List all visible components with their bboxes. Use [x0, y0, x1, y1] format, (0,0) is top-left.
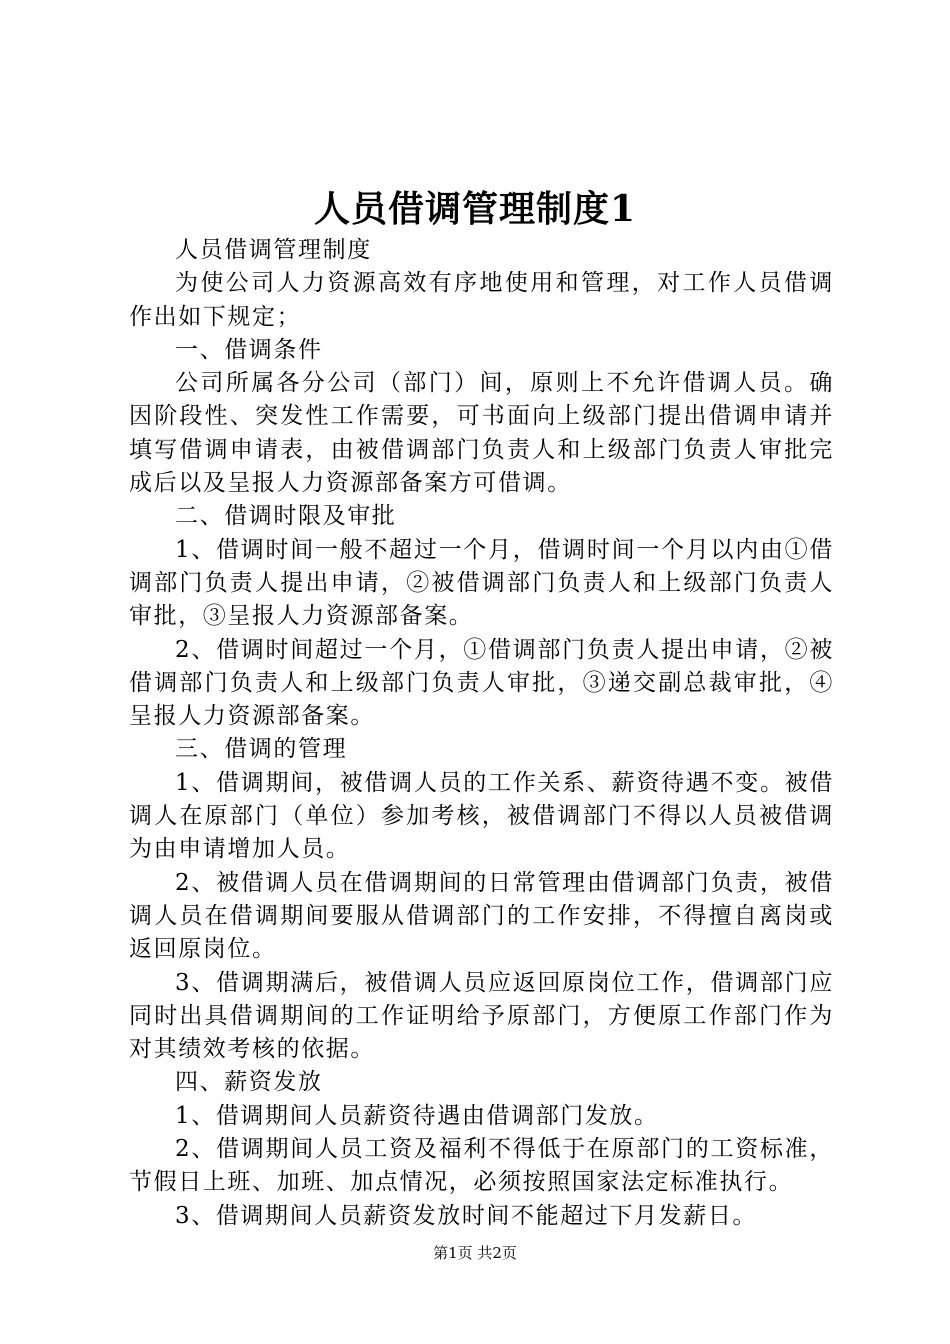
paragraph-management-2: 2、被借调人员在借调期间的日常管理由借调部门负责，被借调人员在借调期间要服从借调部门的工作安排，不得擅自离岗或返回原岗位。: [129, 869, 834, 963]
paragraph-management-1: 1、借调期间，被借调人员的工作关系、薪资待遇不变。被借调人在原部门（单位）参加考核，被借调部门不得以人员被借调为由申请增加人员。: [129, 769, 834, 863]
document-title: 人员借调管理制度1: [313, 188, 637, 230]
paragraph-salary-2: 2、借调期间人员工资及福利不得低于在原部门的工资标准，节假日上班、加班、加点情况，必须按照国家法定标准执行。: [129, 1136, 834, 1196]
paragraph-doc-name: 人员借调管理制度: [175, 237, 372, 263]
paragraph-salary-1: 1、借调期间人员薪资待遇由借调部门发放。: [175, 1102, 659, 1129]
paragraph-intro: 为使公司人力资源高效有序地使用和管理，对工作人员借调作出如下规定；: [129, 270, 834, 330]
page-footer: 第1页 共2页: [433, 1244, 517, 1262]
section-heading-conditions: 一、借调条件: [175, 336, 323, 363]
document-body: [129, 234, 834, 1233]
paragraph-management-3: 3、借调期满后，被借调人员应返回原岗位工作，借调部门应同时出具借调期间的工作证明给予原部门，方便原工作部门作为对其绩效考核的依据。: [129, 969, 834, 1063]
section-heading-salary: 四、薪资发放: [175, 1069, 323, 1096]
section-heading-duration-approval: 二、借调时限及审批: [175, 503, 397, 530]
paragraph-duration-1: 1、借调时间一般不超过一个月，借调时间一个月以内由①借调部门负责人提出申请，②被借调部门负责人和上级部门负责人审批，③呈报人力资源部备案。: [129, 536, 834, 630]
paragraph-conditions: 公司所属各分公司（部门）间，原则上不允许借调人员。确因阶段性、突发性工作需要，可书面向上级部门提出借调申请并填写借调申请表，由被借调部门负责人和上级部门负责人审批完成后以及呈报人力资源部备案方可借调。: [129, 370, 834, 497]
paragraph-salary-3: 3、借调期间人员薪资发放时间不能超过下月发薪日。: [175, 1202, 758, 1229]
section-heading-management: 三、借调的管理: [175, 736, 348, 763]
paragraph-duration-2: 2、借调时间超过一个月，①借调部门负责人提出申请，②被借调部门负责人和上级部门负责人审批，③递交副总裁审批，④呈报人力资源部备案。: [129, 636, 834, 730]
